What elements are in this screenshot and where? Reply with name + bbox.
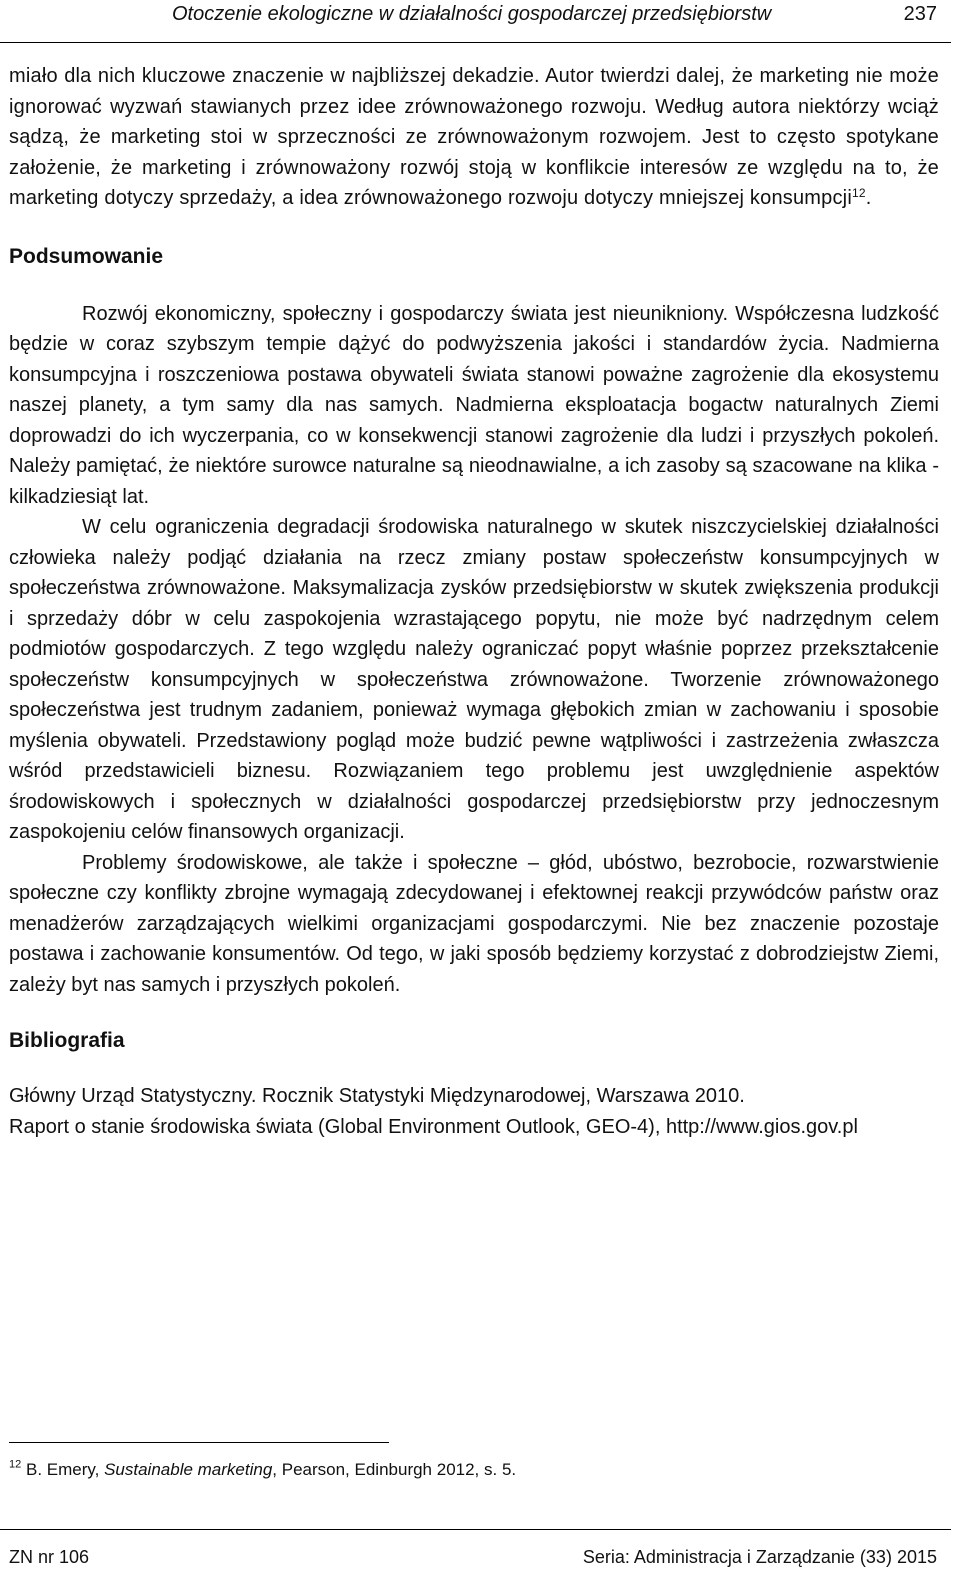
bibliography-heading: Bibliografia xyxy=(9,1029,125,1052)
footnote-author: B. Emery, xyxy=(25,1460,105,1479)
summary-paragraph-1: Rozwój ekonomiczny, społeczny i gospodarczy świata jest nieunikniony. Współczesna ludzkość będzie w coraz szybszym tempie dążyć do podwyższenia jakości i standardów życia. Nadmierna konsumpcyjna i roszczeniowa postawa obywateli świata stanowi poważne zagrożenie dla ekosystemu naszej planety, a tym samy dla nas samych. Nadmierna eksploatacja bogactw naturalnych Ziemi doprowadzi do ich wyczerpania, co w konsekwencji stanowi zagrożenie dla ludzi i przyszłych pokoleń. Należy pamiętać, że niektóre surowce naturalne są nieodnawialne, a ich zasoby są szacowane na klika - kilkadziesiąt lat. xyxy=(9,302,939,508)
intro-paragraph xyxy=(9,61,939,214)
intro-paragraph-text: miało dla nich kluczowe znaczenie w najbliższej dekadzie. Autor twierdzi dalej, że marketing nie może ignorować wyzwań stawianych przez idee zrównoważonego rozwoju. Według autora niektórzy wciąż sądzą, że marketing stoi w sprzeczności ze zrównoważonym rozwojem. Jest to często spotykane założenie, że marketing i zrównoważony rozwój stoją w konflikcie interesów ze względu na to, że marketing dotyczy sprzedaży, a idea zrównoważonego rozwoju dotyczy mniejszej konsumpcji xyxy=(9,65,939,209)
summary-paragraph-2: W celu ograniczenia degradacji środowiska naturalnego w skutek niszczycielskiej działalności człowieka należy podjąć działania na rzecz zmiany postaw społeczeństw konsumpcyjnych w społeczeństwa zrównoważone. Maksymalizacja zysków przedsiębiorstw w skutek zwiększenia produkcji i sprzedaży dóbr w celu zaspokojenia wzrastającego popytu, nie może być nadrzędnym celem podmiotów gospodarczych. Z tego względu należy ograniczać popyt właśnie poprzez przekształcenie społeczeństw konsumpcyjnych w społeczeństwa zrównoważone. Tworzenie zrównoważonego społeczeństwa jest trudnym zadaniem, ponieważ wymaga głębokich zmian w zachowaniu i sposobie myślenia obywateli. Przedstawiony pogląd może budzić pewne wątpliwości i zastrzeżenia zwłaszcza wśród przedstawicieli biznesu. Rozwiązaniem tego problemu jest uwzględnienie aspektów środowiskowych i społecznych w działalności gospodarczej przedsiębiorstw przy jednoczesnym zaspokojeniu celów finansowych organizacji. xyxy=(9,516,939,843)
footnote-title: Sustainable marketing xyxy=(104,1460,273,1479)
intro-paragraph-end: . xyxy=(865,187,872,209)
journal-issue: ZN nr 106 xyxy=(9,1547,90,1567)
bibliography-item: Główny Urząd Statystyczny. Rocznik Statystyki Międzynarodowej, Warszawa 2010. xyxy=(9,1085,745,1107)
running-header xyxy=(0,0,951,43)
running-footer xyxy=(0,1529,951,1590)
footnote-separator xyxy=(9,1442,389,1443)
page-body xyxy=(9,61,939,1142)
footnote-reference[interactable]: 12 xyxy=(851,185,866,200)
running-title: Otoczenie ekologiczne w działalności gospodarczej przedsiębiorstw xyxy=(172,3,772,25)
footnote-number: 12 xyxy=(9,1458,22,1471)
journal-series: Seria: Administracja i Zarządzanie (33) 2015 xyxy=(582,1547,937,1567)
summary-heading: Podsumowanie xyxy=(9,244,164,268)
page-number: 237 xyxy=(903,3,937,25)
summary-paragraph-3: Problemy środowiskowe, ale także i społeczne – głód, ubóstwo, bezrobocie, rozwarstwienie społeczne czy konflikty zbrojne wymagają zdecydowanej i efektownej reakcji przywódców państw oraz menadżerów zarządzających wielkimi organizacjami gospodarczymi. Nie bez znaczenie pozostaje postawa i zachowanie konsumentów. Od tego, w jaki sposób będziemy korzystać z dobrodziejstw Ziemi, zależy byt nas samych i przyszłych pokoleń. xyxy=(9,851,939,996)
footnote-rest: , Pearson, Edinburgh 2012, s. 5. xyxy=(272,1460,517,1479)
bibliography-item: Raport o stanie środowiska świata (Global Environment Outlook, GEO-4), http://www.gios.gov.pl xyxy=(9,1115,858,1138)
footnote xyxy=(9,1458,516,1482)
